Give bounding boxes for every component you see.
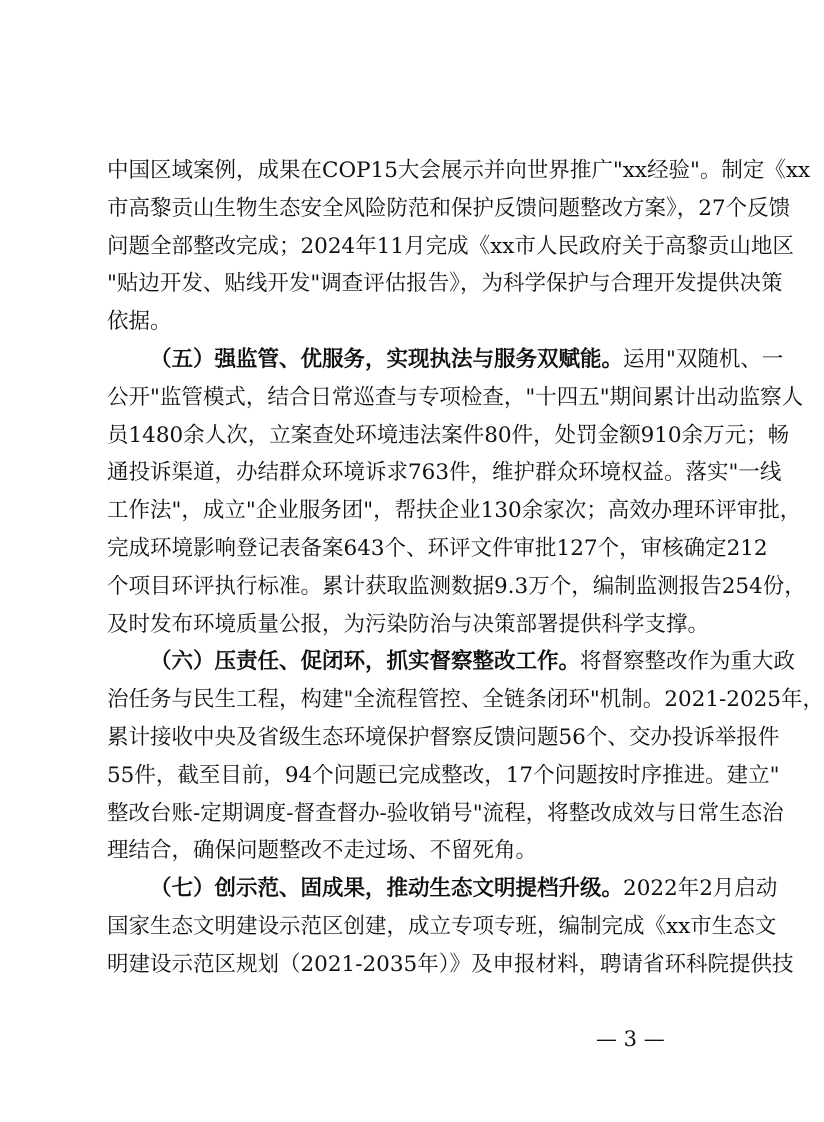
page-number: — 3 — <box>596 1027 665 1051</box>
text-line <box>107 417 790 455</box>
text-line <box>107 719 780 757</box>
text-line <box>107 379 804 417</box>
text-line <box>107 946 794 984</box>
paragraph <box>107 341 806 643</box>
text-line <box>107 606 710 644</box>
text-line <box>107 681 824 719</box>
line-text: "贴边开发、贴线开发"调查评估报告》，为科学保护与合理开发提供决策 <box>107 271 783 297</box>
text-line <box>107 568 806 606</box>
line-text: 理结合，确保问题整改不走过场、不留死角。 <box>107 838 538 864</box>
line-text: 通投诉渠道，办结群众环境诉求763件，维护群众环境权益。落实"一线 <box>107 460 782 486</box>
line-text: 工作法"，成立"企业服务团"，帮扶企业130余家次；高效办理环评审批， <box>107 498 802 524</box>
line-text: 国家生态文明建设示范区创建，成立专项专班，编制完成《xx市生态文 <box>107 913 777 939</box>
text-line <box>107 757 780 795</box>
line-text: 市高黎贡山生物生态安全风险防范和保护反馈问题整改方案》，27个反馈 <box>107 195 791 221</box>
text-line <box>107 492 802 530</box>
line-text: 将督察整改作为重大政 <box>580 649 796 675</box>
text-line <box>107 643 796 681</box>
line-text: 治任务与民生工程，构建"全流程管控、全链条闭环"机制。2021-2025年， <box>107 687 824 713</box>
text-line <box>107 265 783 303</box>
line-text: 55件，截至目前，94个问题已完成整改，17个问题按时序推进。建立" <box>107 762 780 788</box>
paragraph <box>107 870 794 983</box>
line-text: 中国区域案例，成果在COP15大会展示并向世界推广"xx经验"。制定《xx <box>107 158 811 183</box>
text-line <box>107 341 784 379</box>
line-text: 依据。 <box>107 309 172 335</box>
text-line <box>107 303 691 341</box>
text-line <box>107 190 791 228</box>
text-line <box>107 870 778 908</box>
paragraph <box>107 643 824 870</box>
text-line <box>107 152 811 190</box>
line-text: 累计接收中央及省级生态环境保护督察反馈问题56个、交办投诉举报件 <box>107 724 780 750</box>
text-line <box>107 530 768 568</box>
text-line <box>107 908 777 946</box>
line-text: 2022年2月启动 <box>623 876 778 902</box>
line-text: 明建设示范区规划（2021-2035年）》及申报材料，聘请省环科院提供技 <box>107 951 794 977</box>
text-line <box>107 454 782 492</box>
text-line <box>107 795 784 833</box>
line-text: 个项目环评执行标准。累计获取监测数据9.3万个，编制监测报告254份， <box>107 573 806 599</box>
text-line <box>107 228 794 266</box>
paragraph <box>107 152 811 341</box>
paragraph-heading: （五）强监管、优服务，实现执法与服务双赋能。 <box>150 346 624 372</box>
text-line <box>107 832 691 870</box>
line-text: 员1480余人次，立案查处环境违法案件80件，处罚金额910余万元；畅 <box>107 422 790 448</box>
paragraph-heading: （六）压责任、促闭环，抓实督察整改工作。 <box>150 649 581 675</box>
line-text: 整改台账-定期调度-督查督办-验收销号"流程，将整改成效与日常生态治 <box>107 800 784 826</box>
line-text: 问题全部整改完成；2024年11月完成《xx市人民政府关于高黎贡山地区 <box>107 233 794 259</box>
line-text: 完成环境影响登记表备案643个、环评文件审批127个，审核确定212 <box>107 535 768 561</box>
paragraph-heading: （七）创示范、固成果，推动生态文明提档升级。 <box>150 876 624 902</box>
line-text: 公开"监管模式，结合日常巡查与专项检查，"十四五"期间累计出动监察人 <box>107 384 804 410</box>
document-body <box>107 152 824 984</box>
line-text: 运用"双随机、一 <box>623 346 784 372</box>
line-text: 及时发布环境质量公报，为污染防治与决策部署提供科学支撑。 <box>107 611 710 637</box>
